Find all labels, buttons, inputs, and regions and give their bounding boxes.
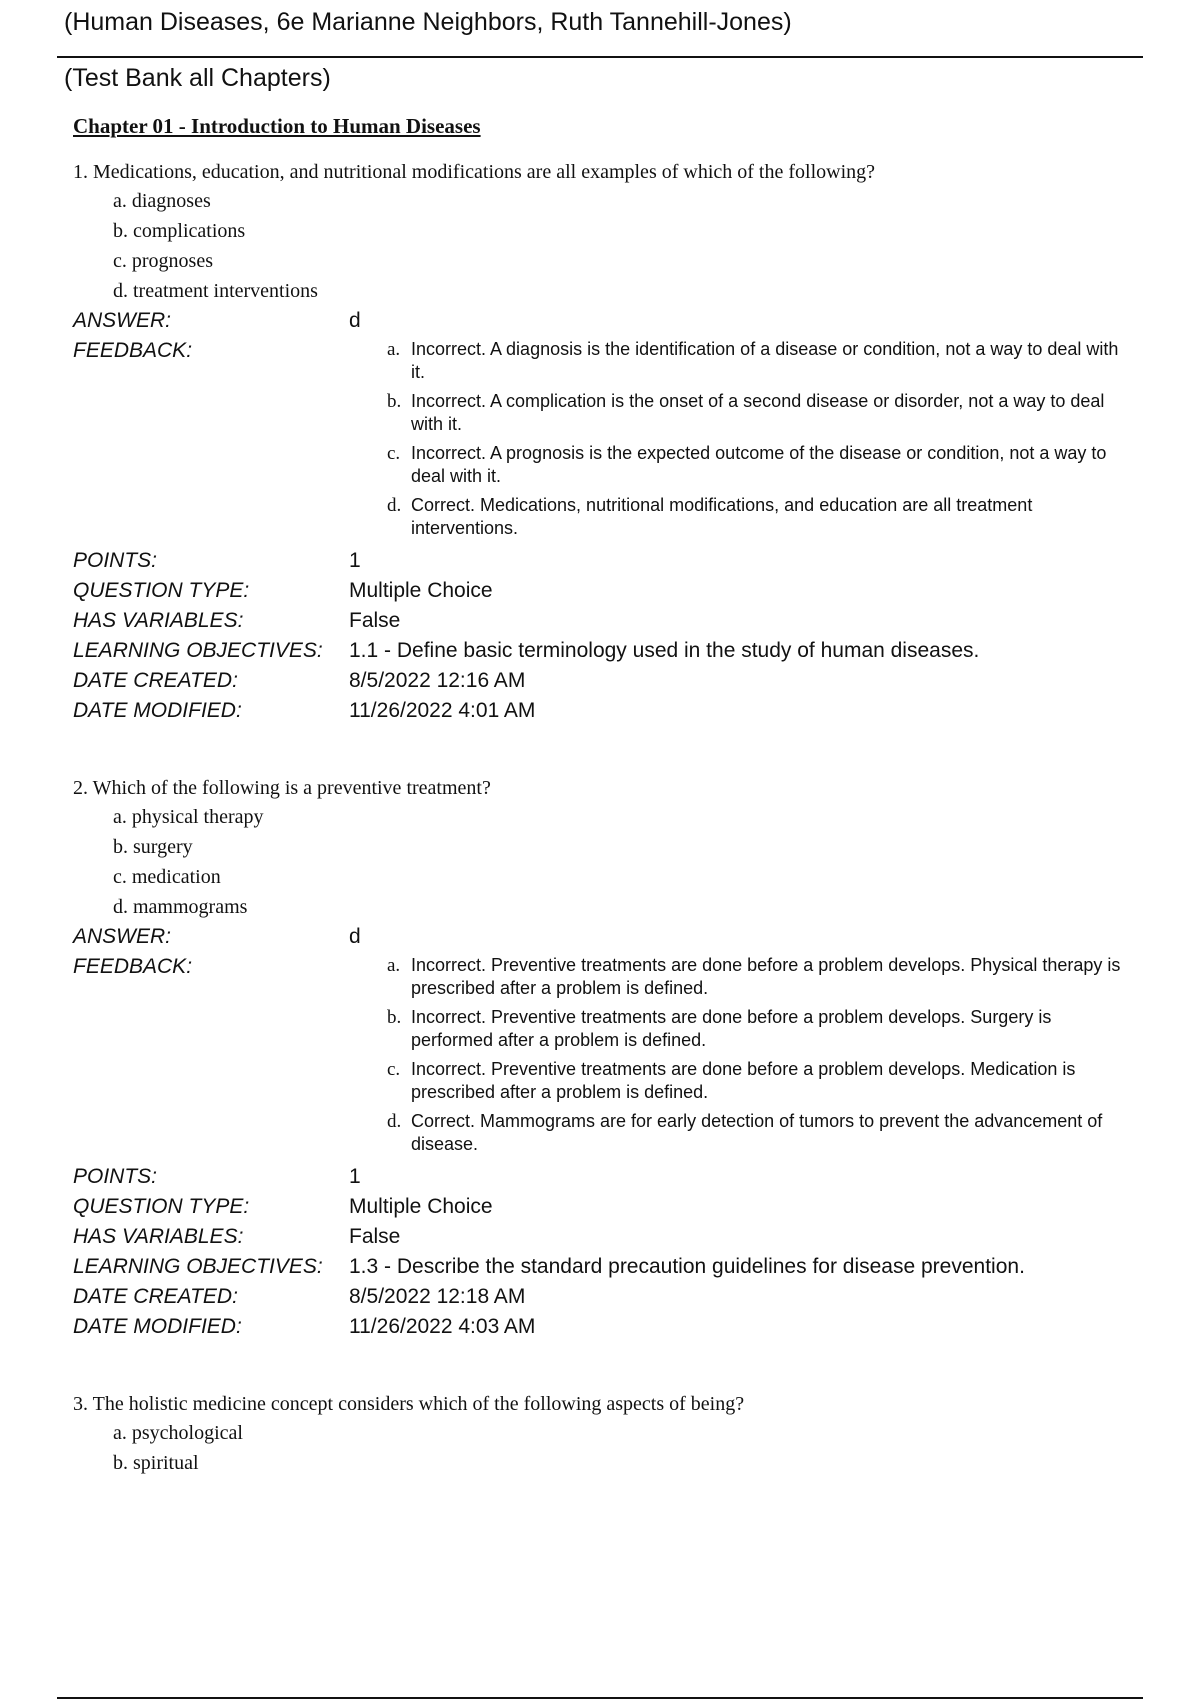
book-title: (Human Diseases, 6e Marianne Neighbors, Ruth Tannehill-Jones): [64, 8, 792, 36]
date-modified-row: [73, 1312, 1133, 1342]
feedback-label: FEEDBACK:: [73, 339, 193, 362]
learning-objectives-value: 1.3 - Describe the standard precaution guidelines for disease prevention.: [349, 1255, 1025, 1278]
choice-list: [73, 802, 1133, 922]
answer-value: d: [349, 309, 361, 332]
feedback-item: [387, 338, 1127, 384]
test-bank-title: (Test Bank all Chapters): [64, 64, 331, 92]
choice-item: b. spiritual: [113, 1452, 199, 1474]
chapter-heading: Chapter 01 - Introduction to Human Diseases: [73, 114, 481, 138]
question-type-value: Multiple Choice: [349, 1195, 493, 1218]
date-created-label: DATE CREATED:: [73, 669, 238, 692]
question-type-label: QUESTION TYPE:: [73, 1195, 250, 1218]
choice-item: a. physical therapy: [113, 806, 264, 828]
feedback-item: [387, 954, 1127, 1000]
answer-row: [73, 922, 1133, 952]
choice-list: [73, 186, 1133, 306]
feedback-text: Incorrect. Preventive treatments are done before a problem develops. Medication is prescribed after a problem is defined.: [411, 1059, 1076, 1102]
question-type-row: [73, 1192, 1133, 1222]
question-type-value: Multiple Choice: [349, 579, 493, 602]
points-label: POINTS:: [73, 1165, 158, 1188]
feedback-item: [387, 494, 1127, 540]
feedback-block: [73, 952, 1133, 1162]
date-created-value: 8/5/2022 12:16 AM: [349, 669, 526, 692]
feedback-marker: b.: [387, 1007, 402, 1028]
question-type-label: QUESTION TYPE:: [73, 579, 250, 602]
question-3: [73, 1390, 1133, 1478]
feedback-text: Correct. Medications, nutritional modifications, and education are all treatment interventions.: [411, 495, 1033, 538]
question-stem: 2. Which of the following is a preventive treatment?: [73, 777, 491, 799]
feedback-item: [387, 1006, 1127, 1052]
feedback-marker: c.: [387, 443, 401, 464]
feedback-list: [387, 952, 1127, 1162]
has-variables-row: [73, 1222, 1133, 1252]
answer-row: [73, 306, 1133, 336]
feedback-item: [387, 1110, 1127, 1156]
has-variables-value: False: [349, 1225, 401, 1248]
has-variables-row: [73, 606, 1133, 636]
feedback-text: Incorrect. A diagnosis is the identification of a disease or condition, not a way to deal with it.: [411, 339, 1119, 382]
choice-item: d. mammograms: [113, 896, 248, 918]
has-variables-label: HAS VARIABLES:: [73, 1225, 244, 1248]
date-modified-label: DATE MODIFIED:: [73, 1315, 242, 1338]
learning-objectives-row: [73, 1252, 1133, 1282]
question-stem: 3. The holistic medicine concept considers which of the following aspects of being?: [73, 1393, 745, 1415]
date-created-row: [73, 1282, 1133, 1312]
choice-item: b. complications: [113, 220, 246, 242]
points-row: [73, 1162, 1133, 1192]
choice-item: a. psychological: [113, 1422, 243, 1444]
date-created-row: [73, 666, 1133, 696]
choice-item: d. treatment interventions: [113, 280, 318, 302]
header-divider: [57, 56, 1143, 58]
learning-objectives-value: 1.1 - Define basic terminology used in the study of human diseases.: [349, 639, 980, 662]
feedback-text: Correct. Mammograms are for early detection of tumors to prevent the advancement of disease.: [411, 1111, 1103, 1154]
feedback-marker: b.: [387, 391, 402, 412]
feedback-label: FEEDBACK:: [73, 955, 193, 978]
choice-item: b. surgery: [113, 836, 193, 858]
feedback-marker: a.: [387, 339, 401, 360]
feedback-list: [387, 336, 1127, 546]
date-created-value: 8/5/2022 12:18 AM: [349, 1285, 526, 1308]
answer-label: ANSWER:: [73, 309, 172, 332]
learning-objectives-label: LEARNING OBJECTIVES:: [73, 1255, 323, 1278]
feedback-marker: a.: [387, 955, 401, 976]
points-label: POINTS:: [73, 549, 158, 572]
feedback-block: [73, 336, 1133, 546]
feedback-text: Incorrect. A complication is the onset of a second disease or disorder, not a way to deal with it.: [411, 391, 1105, 434]
answer-label: ANSWER:: [73, 925, 172, 948]
feedback-item: [387, 1058, 1127, 1104]
question-type-row: [73, 576, 1133, 606]
feedback-text: Incorrect. Preventive treatments are done before a problem develops. Physical therapy is prescribed after a problem is defined.: [411, 955, 1121, 998]
question-2: [73, 774, 1133, 1342]
date-modified-value: 11/26/2022 4:03 AM: [349, 1315, 536, 1338]
has-variables-value: False: [349, 609, 401, 632]
date-modified-row: [73, 696, 1133, 726]
feedback-marker: d.: [387, 1111, 402, 1132]
choice-item: a. diagnoses: [113, 190, 211, 212]
points-row: [73, 546, 1133, 576]
points-value: 1: [349, 1165, 361, 1188]
answer-value: d: [349, 925, 361, 948]
feedback-text: Incorrect. A prognosis is the expected outcome of the disease or condition, not a way to deal with it.: [411, 443, 1107, 486]
footer-divider: [57, 1697, 1143, 1699]
date-created-label: DATE CREATED:: [73, 1285, 238, 1308]
has-variables-label: HAS VARIABLES:: [73, 609, 244, 632]
feedback-item: [387, 390, 1127, 436]
learning-objectives-row: [73, 636, 1133, 666]
date-modified-label: DATE MODIFIED:: [73, 699, 242, 722]
choice-item: c. medication: [113, 866, 221, 888]
feedback-item: [387, 442, 1127, 488]
feedback-marker: d.: [387, 495, 402, 516]
date-modified-value: 11/26/2022 4:01 AM: [349, 699, 536, 722]
points-value: 1: [349, 549, 361, 572]
question-1: [73, 158, 1133, 726]
feedback-marker: c.: [387, 1059, 401, 1080]
question-stem: 1. Medications, education, and nutritional modifications are all examples of which of the following?: [73, 161, 876, 183]
feedback-text: Incorrect. Preventive treatments are done before a problem develops. Surgery is performed after a problem is defined.: [411, 1007, 1052, 1050]
choice-item: c. prognoses: [113, 250, 213, 272]
choice-list: [73, 1418, 1133, 1478]
learning-objectives-label: LEARNING OBJECTIVES:: [73, 639, 323, 662]
